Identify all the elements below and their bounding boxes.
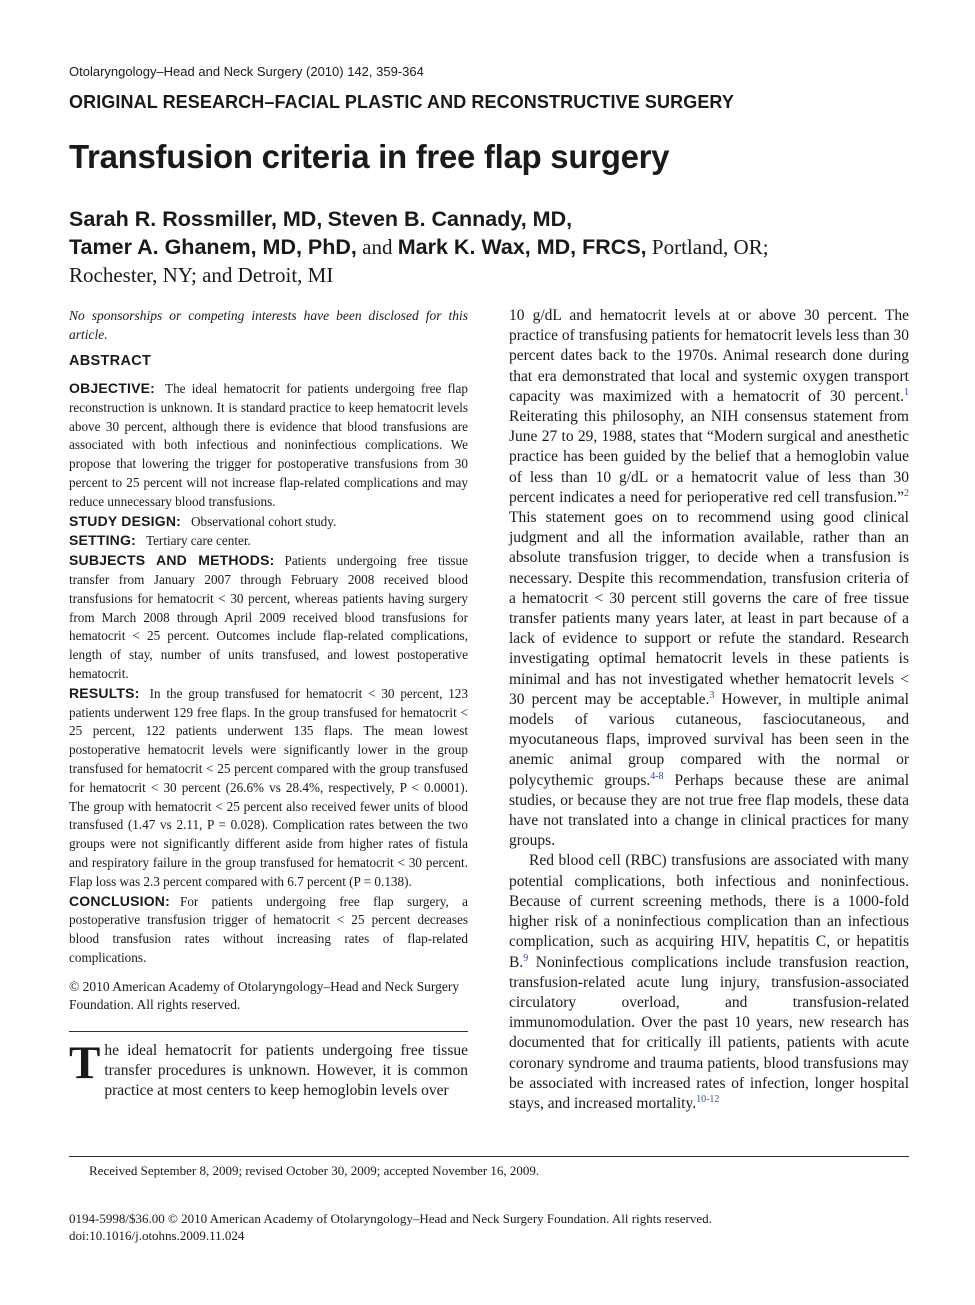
conclusion-label: CONCLUSION:	[69, 892, 170, 909]
abstract-conclusion	[69, 892, 468, 968]
body-text: Perhaps because these are animal studies, or because they are not true free flap models, these data have not translated into a change in clinical practices for many groups.	[509, 771, 909, 850]
right-column	[509, 306, 909, 1114]
citation-link[interactable]: 1	[904, 386, 909, 398]
abstract-heading: ABSTRACT	[69, 353, 152, 369]
setting-label: SETTING:	[69, 532, 136, 549]
article-title: Transfusion criteria in free flap surgery	[69, 138, 670, 175]
author-1: Sarah R. Rossmiller, MD,	[69, 207, 323, 231]
section-heading: ORIGINAL RESEARCH–FACIAL PLASTIC AND RECONSTRUCTIVE SURGERY	[69, 92, 734, 112]
section-divider	[69, 1031, 468, 1032]
body-text: Reiterating this philosophy, an NIH consensus statement from June 27 to 29, 1988, states that “Modern surgical and anesthetic practice has been guided by the belief that a hemoglobin value of less than 10 g/dL or a hematocrit value of less than 30 percent indicates a need for perioperative red cell transfusion.”	[509, 408, 909, 506]
abstract-study-design	[69, 512, 468, 532]
doi-link[interactable]: doi:10.1016/j.otohns.2009.11.024	[69, 1228, 245, 1243]
left-column	[69, 306, 468, 1102]
citation-link[interactable]: 9	[523, 952, 529, 964]
received-dates: Received September 8, 2009; revised October 30, 2009; accepted November 16, 2009.	[89, 1163, 540, 1178]
results-text: In the group transfused for hematocrit < 30 percent, 123 patients underwent 129 free flaps. In the group transfused for hematocrit < 25 percent, 122 patients underwent 135 flaps. The mean lowest postoperative hematocrit levels were significantly lower in the group transfused for hematocrit < 25 percent compared with the group transfused for hematocrit < 30 percent (26.6% vs 28.4%, respectively, P < 0.0001). The group with hematocrit < 25 percent also received fewer units of blood transfused (1.47 vs 2.11, P = 0.028). Complication rates between the two groups were not significantly different aside from higher rates of fistula and respiratory failure in the group transfused for hematocrit < 30 percent. Flap loss was 2.3 percent compared with 6.7 percent (P = 0.138).	[69, 685, 468, 889]
methods-text: Patients undergoing free tissue transfer from January 2007 through February 2008 received blood transfusions for hematocrit < 30 percent, whereas patients having surgery from March 2008 through April 2009 received blood transfusions for hematocrit < 25 percent. Outcomes include flap-related complications, length of stay, number of units transfused, and lowest postoperative hematocrit.	[69, 553, 468, 681]
study-design-text: Observational cohort study.	[191, 513, 337, 529]
author-4: Mark K. Wax, MD, FRCS,	[397, 235, 647, 259]
body-text: However, in multiple animal models of various cutaneous, fasciocutaneous, and myocutaneous flaps, improved survival has been seen in the anemic animal group compared with the normal or polycythemic groups.	[509, 690, 909, 789]
citation-link[interactable]: 4-8	[650, 770, 664, 782]
body-text: This statement goes on to recommend using good clinical judgment and all the information available, rather than an absolute transfusion trigger, to decide when a transfusion is necessary. Despite this recommendation, transfusion criteria of a hematocrit < 30 percent still governs the care of free tissue transfer patients many years later, at least in part because of a lack of evidence to support or refute the standard. Research investigating optimal hematocrit levels in these patients is minimal and has not investigated whether hematocrit levels < 30 percent may be acceptable.	[509, 509, 909, 708]
journal-citation: Otolaryngology–Head and Neck Surgery (2010) 142, 359-364	[69, 64, 424, 79]
results-label: RESULTS:	[69, 684, 140, 701]
objective-label: OBJECTIVE:	[69, 380, 156, 396]
citation-link[interactable]: 2	[904, 487, 909, 499]
citation-link[interactable]: 3	[709, 689, 715, 701]
study-design-label: STUDY DESIGN:	[69, 512, 182, 529]
abstract-methods	[69, 551, 468, 684]
body-text: Noninfectious complications include transfusion reaction, transfusion-related acute lung injury, transfusion-associated circulatory overload, and transfusion-related immunomodulation. Over the past 10 years, new research has documented that for critically ill patients, patients with acute coronary syndrome and trauma patients, blood transfusions may be associated with increased rates of infection, longer hospital stays, and increased mortality.	[509, 953, 909, 1112]
disclosure-note: No sponsorships or competing interests have been disclosed for this article.	[69, 308, 468, 342]
intro-text: he ideal hematocrit for patients undergoing free tissue transfer procedures is unknown. However, it is common practice at most centers to keep hemoglobin levels over	[104, 1041, 468, 1100]
intro-paragraph	[69, 1036, 468, 1102]
author-location-1: Portland, OR;	[651, 235, 769, 259]
author-list	[69, 205, 929, 289]
author-location-2: Rochester, NY; and Detroit, MI	[69, 263, 334, 287]
conclusion-text: For patients undergoing free flap surgery, a postoperative transfusion trigger of hematocrit < 25 percent decreases blood transfusion rates without increasing rates of flap-related complications.	[69, 893, 468, 965]
drop-cap: T	[69, 1036, 101, 1089]
body-paragraph	[509, 851, 909, 1114]
methods-label: SUBJECTS AND METHODS:	[69, 552, 275, 569]
setting-text: Tertiary care center.	[145, 533, 251, 549]
body-text: 10 g/dL and hematocrit levels at or above 30 percent. The practice of transfusing patients for hematocrit levels less than 30 percent dates back to the 1970s. Animal research done during that era demonstrated that local and systemic oxygen transport capacity was maximized with a hematocrit of 30 percent.	[509, 307, 909, 405]
abstract-copyright: © 2010 American Academy of Otolaryngology–Head and Neck Surgery Foundation. All rights reserved.	[69, 978, 460, 1013]
objective-text: The ideal hematocrit for patients undergoing free flap reconstruction is unknown. It is standard practice to keep hematocrit levels above 30 percent, although there is evidence that blood transfusions are associated with both infectious and noninfectious complications. We propose that lowering the trigger for postoperative transfusions from 30 percent to 25 percent will not increase flap-related complications and may reduce unnecessary blood transfusions.	[69, 381, 468, 509]
body-text: Red blood cell (RBC) transfusions are associated with many potential complications, both infectious and noninfectious. Because of current screening methods, there is a 1000-fold higher risk of a noninfectious complication than an infectious complication, such as acquiring HIV, hepatitis C, or hepatitis B.	[509, 852, 909, 971]
body-paragraph	[509, 306, 909, 851]
author-2: Steven B. Cannady, MD,	[327, 207, 573, 231]
issn-copyright: 0194-5998/$36.00 © 2010 American Academy of Otolaryngology–Head and Neck Surgery Foundation. All rights reserved.	[69, 1211, 712, 1226]
abstract-objective	[69, 379, 468, 512]
abstract-setting	[69, 531, 468, 551]
author-conjunction: and	[362, 235, 393, 259]
author-3: Tamer A. Ghanem, MD, PhD,	[69, 235, 357, 259]
citation-link[interactable]: 10-12	[696, 1093, 720, 1105]
abstract-results	[69, 684, 468, 892]
footer-divider	[69, 1156, 909, 1157]
